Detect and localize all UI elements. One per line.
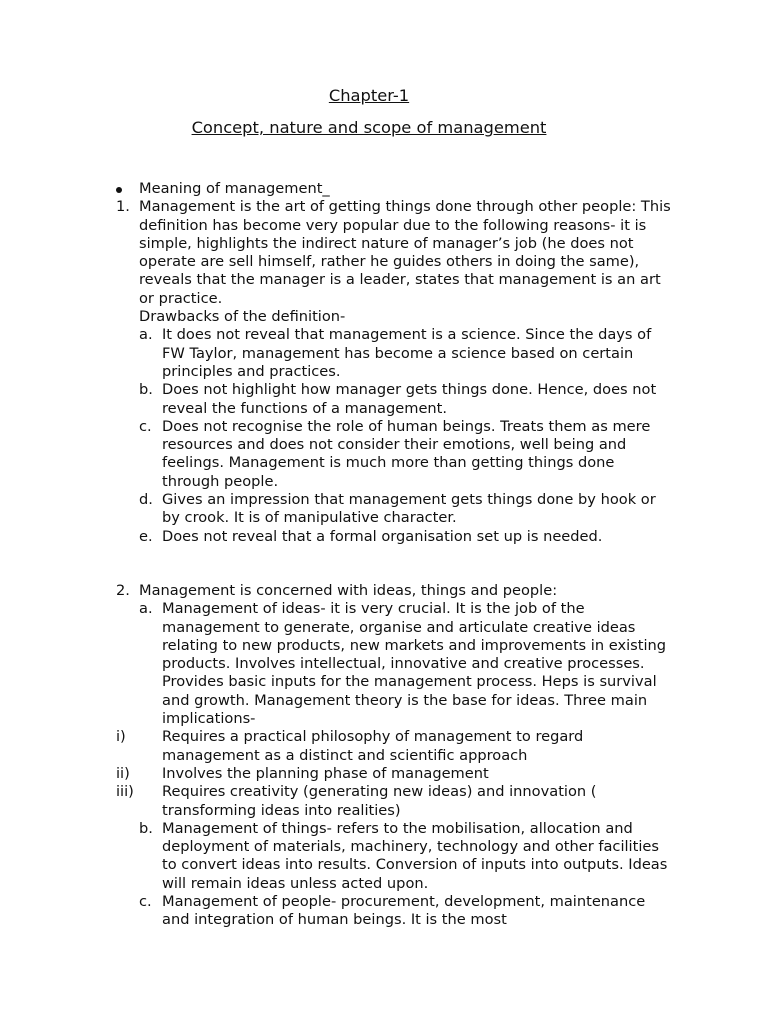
sub-item-text: Management of people- procurement, development, maintenance and integration of human beings. It is the most <box>162 892 646 929</box>
roman-marker: iii) <box>116 783 134 801</box>
drawback-text: Does not recognise the role of human beings. Treats them as mere resources and does not consider their emotions, well being and feelings. Management is much more than getting things done through people. <box>162 417 651 490</box>
implication-item <box>116 765 676 783</box>
list-item-1 <box>116 198 676 308</box>
drawback-text: Gives an impression that management gets things done by hook or by crook. It is of manipulative character. <box>162 491 656 527</box>
list-marker: b. <box>139 819 153 837</box>
sub-item-ideas <box>116 600 676 728</box>
drawback-item <box>116 528 676 546</box>
list-marker: c. <box>139 892 152 910</box>
implication-text: Requires a practical philosophy of management to regard management as a distinct and scientific approach <box>162 728 584 764</box>
implication-text: Requires creativity (generating new ideas) and innovation ( transforming ideas into realities) <box>162 783 597 819</box>
bullet-icon <box>116 187 122 193</box>
list-marker: a. <box>139 326 153 344</box>
drawbacks-heading-row <box>116 308 676 326</box>
drawback-text: It does not reveal that management is a science. Since the days of FW Taylor, management has become a science based on certain principles and practices. <box>162 326 652 380</box>
drawback-item <box>116 491 676 528</box>
list-marker: c. <box>139 417 152 435</box>
list-item-2 <box>116 582 676 600</box>
paragraph-gap <box>116 546 676 582</box>
drawback-item <box>116 381 676 418</box>
list-marker: 2. <box>116 581 130 599</box>
roman-marker: ii) <box>116 764 130 782</box>
drawback-text: Does not reveal that a formal organisation set up is needed. <box>162 527 603 545</box>
implication-item <box>116 783 676 820</box>
sub-item-people <box>116 893 676 930</box>
drawback-item <box>116 326 676 381</box>
list-item-text: Management is the art of getting things done through other people: This definition has become very popular due to the following reasons- it is simple, highlights the indirect nature of manager’s job (he does not operate are sell himself, rather he guides others in doing the same), reveals that the manager is a leader, states that management is an art or practice. <box>139 198 671 307</box>
implication-text: Involves the planning phase of management <box>162 764 489 782</box>
drawbacks-heading: Drawbacks of the definition- <box>139 308 346 326</box>
list-item-text: Management is concerned with ideas, things and people: <box>139 581 558 599</box>
sub-item-text: Management of things- refers to the mobilisation, allocation and deployment of materials, machinery, technology and other facilities to convert ideas into results. Conversion of inputs into outputs. Ideas will remain ideas unless acted upon. <box>162 819 668 892</box>
list-marker: a. <box>139 600 153 618</box>
document-body <box>116 180 676 930</box>
drawback-text: Does not highlight how manager gets things done. Hence, does not reveal the functions of a management. <box>162 381 657 417</box>
bullet-item <box>116 180 676 198</box>
document-title: Concept, nature and scope of management <box>191 118 547 137</box>
chapter-heading: Chapter-1 <box>328 86 410 105</box>
implication-item <box>116 728 676 765</box>
roman-marker: i) <box>116 728 126 746</box>
bullet-heading: Meaning of management_ <box>139 180 330 197</box>
sub-item-things <box>116 820 676 893</box>
drawback-item <box>116 418 676 491</box>
list-marker: d. <box>139 491 153 509</box>
sub-item-text: Management of ideas- it is very crucial. It is the job of the management to generate, organise and articulate creative ideas relating to new products, new markets and improvements in existing products. Involves intellectual, innovative and creative processes. Provides basic inputs for the management process. Heps is survival and growth. Management theory is the base for ideas. Three main implications- <box>162 600 667 728</box>
list-marker: e. <box>139 527 153 545</box>
list-marker: b. <box>139 381 153 399</box>
list-marker: 1. <box>116 198 130 216</box>
